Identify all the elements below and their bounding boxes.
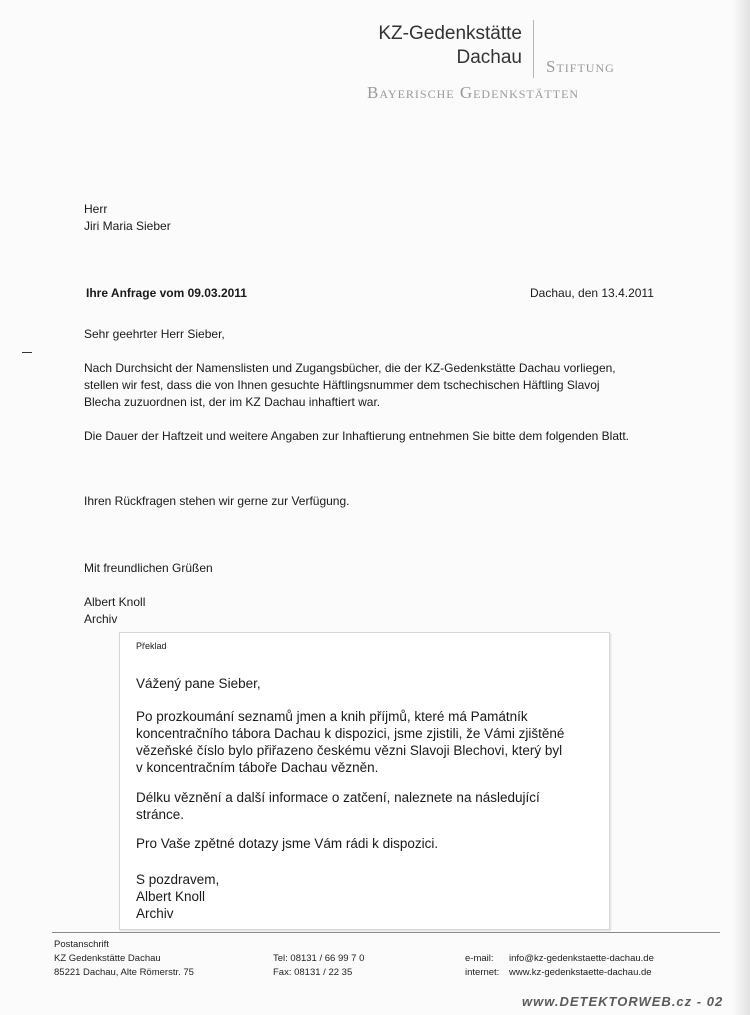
translation-p3: Pro Vaše zpětné dotazy jsme Vám rádi k dispozici.: [136, 836, 439, 851]
footer-divider: [52, 932, 720, 933]
letter-greeting: Sehr geehrter Herr Sieber,: [84, 327, 225, 341]
letter-department: Archiv: [84, 612, 118, 626]
letterhead-bayern: Bayerische Gedenkstätten: [367, 83, 580, 102]
watermark: www.DETEKTORWEB.cz - 02: [522, 994, 724, 1009]
translation-department: Archiv: [136, 906, 174, 921]
footer-internet-label: internet:: [465, 967, 500, 978]
letterhead-divider: [533, 20, 534, 78]
translation-greeting: Vážený pane Sieber,: [136, 676, 261, 691]
letterhead-line-1: KZ-Gedenkstätte: [378, 23, 522, 44]
letterhead-stiftung: Stiftung: [546, 57, 615, 76]
footer-address: 85221 Dachau, Alte Römerstr. 75: [54, 967, 194, 978]
margin-mark: [22, 352, 32, 353]
translation-p1-line: vězeňské číslo bylo přiřazeno českému vězni Slavoji Blechovi, který byl: [136, 743, 563, 758]
page-edge-shadow: [732, 0, 750, 1015]
translation-p2-line: Délku věznění a další informace o zatčení, naleznete na následující: [136, 790, 540, 805]
translation-box: [119, 632, 610, 930]
subject-line: Ihre Anfrage vom 09.03.2011: [86, 286, 247, 300]
footer-internet[interactable]: www.kz-gedenkstaette-dachau.de: [509, 967, 652, 978]
recipient-name: Jiri Maria Sieber: [84, 219, 171, 233]
date-line: Dachau, den 13.4.2011: [530, 286, 654, 300]
letter-p1-line: Nach Durchsicht der Namenslisten und Zugangsbücher, die der KZ-Gedenkstätte Dachau vorliegen,: [84, 361, 616, 375]
translation-p1-line: koncentračního tábora Dachau k dispozici, jsme zjistili, že Vámi zjištěné: [136, 726, 565, 741]
footer-email[interactable]: info@kz-gedenkstaette-dachau.de: [509, 953, 654, 964]
translation-p2-line: stránce.: [136, 807, 185, 822]
letter-p2: Die Dauer der Haftzeit und weitere Angaben zur Inhaftierung entnehmen Sie bitte dem folgenden Blatt.: [84, 429, 630, 443]
letter-closing: Mit freundlichen Grüßen: [84, 561, 213, 575]
footer-fax: Fax: 08131 / 22 35: [273, 967, 353, 978]
letter-p3: Ihren Rückfragen stehen wir gerne zur Verfügung.: [84, 494, 350, 508]
translation-closing: S pozdravem,: [136, 872, 220, 887]
footer-email-label: e-mail:: [465, 953, 494, 964]
translation-label: Překlad: [136, 641, 167, 651]
translation-signer: Albert Knoll: [136, 889, 206, 904]
letter-p1-line: stellen wir fest, dass die von Ihnen gesuchte Häftlingsnummer dem tschechischen Häftling Slavoj: [84, 378, 600, 392]
footer-org: KZ Gedenkstätte Dachau: [54, 953, 161, 964]
recipient-salutation: Herr: [84, 202, 108, 216]
footer-tel: Tel: 08131 / 66 99 7 0: [273, 953, 365, 964]
footer-post-label: Postanschrift: [54, 939, 109, 950]
letterhead-line-2: Dachau: [456, 47, 522, 68]
letter-signer: Albert Knoll: [84, 595, 146, 609]
translation-p1-line: Po prozkoumání seznamů jmen a knih příjmů, které má Památník: [136, 709, 528, 724]
translation-p1-line: v koncentračním táboře Dachau vězněn.: [136, 760, 379, 775]
letterhead-title: [300, 22, 522, 70]
letter-p1-line: Blecha zuzuordnen ist, der im KZ Dachau inhaftiert war.: [84, 395, 381, 409]
